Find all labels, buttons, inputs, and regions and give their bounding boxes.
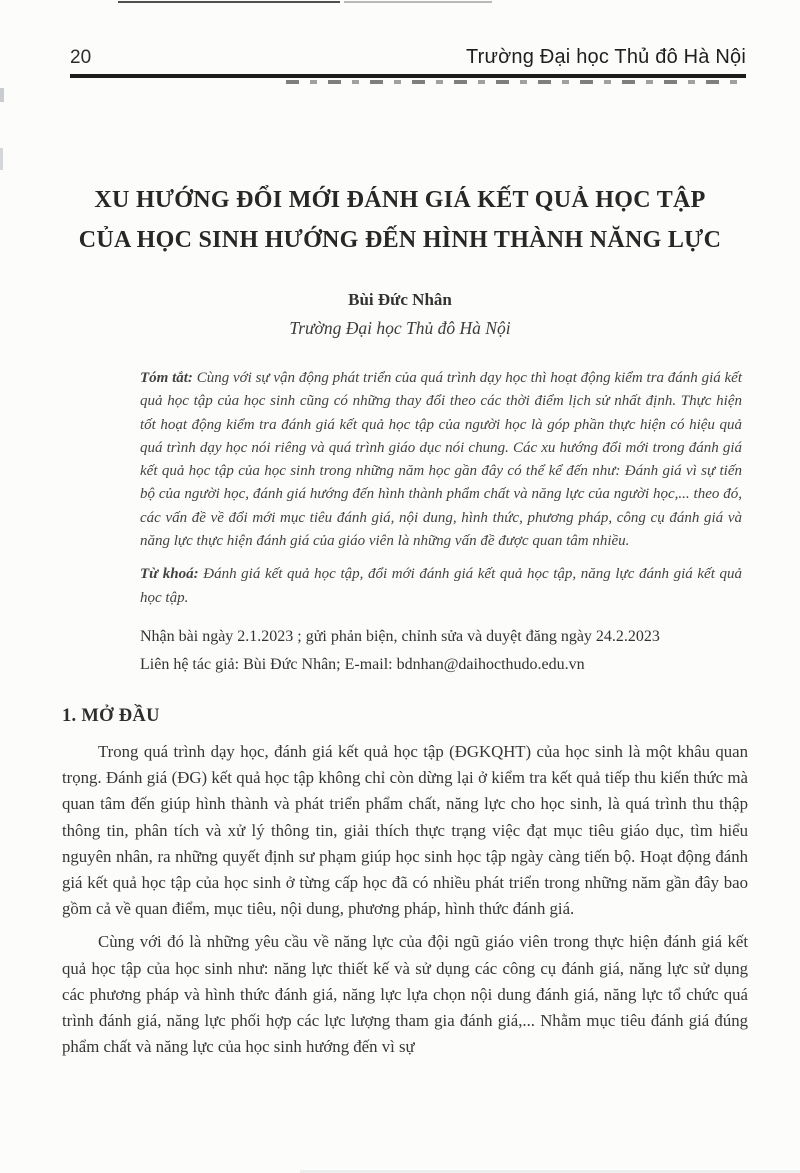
abstract-text: Cùng với sự vận động phát triển của quá trình dạy học thì hoạt động kiểm tra đánh giá kết quả học tập của học sinh cũng có những thay đổi theo các thời điểm lịch sử nhất định. Thực hiện tốt hoạt động kiểm tra đánh giá kết quả học tập của người học là góp phần thực hiện có hiệu quả quá trình dạy học nói riêng và quá trình giáo dục nói chung. Các xu hướng đổi mới trong đánh giá kết quả học tập của học sinh trong những năm học gần đây có thể kể đến như: Đánh giá vì sự tiến bộ của người học, đánh giá hướng đến hình thành phẩm chất và năng lực của người học,... theo đó, các vấn đề về đổi mới mục tiêu đánh giá, nội dung, hình thức, phương pháp, công cụ đánh giá và năng lực thực hiện đánh giá của giáo viên là những vấn đề được quan tâm nhiều. bbox=[140, 370, 742, 550]
scan-artifact-top-line-faint bbox=[344, 1, 492, 3]
page-number: 20 bbox=[70, 47, 92, 68]
author-name: Bùi Đức Nhân bbox=[348, 290, 452, 309]
section-1-heading: 1. MỞ ĐẦU bbox=[62, 705, 160, 726]
contact-line: Liên hệ tác giả: Bùi Đức Nhân; E-mail: bdnhan@daihocthudo.edu.vn bbox=[140, 655, 585, 673]
article-meta bbox=[140, 628, 742, 674]
keywords-label: Từ khoá: bbox=[140, 566, 199, 583]
running-header bbox=[70, 46, 746, 78]
abstract-paragraph bbox=[140, 367, 742, 553]
scan-artifact-top-line bbox=[118, 1, 340, 3]
scan-artifact-left-smudge bbox=[0, 148, 3, 170]
keywords-text: Đánh giá kết quả học tập, đổi mới đánh giá kết quả học tập, năng lực đánh giá kết quả học tập. bbox=[140, 566, 742, 606]
section-1-paragraph-1: Trong quá trình dạy học, đánh giá kết quả học tập (ĐGKQHT) của học sinh là một khâu quan trọng. Đánh giá (ĐG) kết quả học tập không chỉ còn dừng lại ở kiểm tra kết quả tiếp thu kiến thức mà quan tâm đến giúp hình thành và phát triển phẩm chất, năng lực cho học sinh, là quá trình thu thập thông tin, phân tích và xử lý thông tin, giải thích thực trạng việc đạt mục tiêu giáo dục, tìm hiểu nguyên nhân, ra những quyết định sư phạm giúp học sinh học tập ngày càng tiến bộ. Hoạt động đánh giá kết quả học tập của học sinh ở từng cấp học đã có nhiều phát triển trong những năm gần đây bao gồm cả về quan điểm, mục tiêu, nội dung, phương pháp, hình thức đánh giá. bbox=[62, 741, 748, 919]
scan-artifact-rule-dashes bbox=[286, 80, 742, 84]
author-affiliation: Trường Đại học Thủ đô Hà Nội bbox=[289, 318, 511, 338]
abstract-label: Tóm tắt: bbox=[140, 370, 193, 386]
journal-name: Trường Đại học Thủ đô Hà Nội bbox=[465, 46, 746, 68]
section-1-paragraph-2: Cùng với đó là những yêu cầu về năng lực của đội ngũ giáo viên trong thực hiện đánh giá kết quả học tập của học sinh như: năng lực thiết kế và sử dụng các công cụ đánh giá, năng lực sử dụng các phương pháp và hình thức đánh giá, năng lực lựa chọn nội dung đánh giá, năng lực tổ chức quá trình đánh giá, năng lực phối hợp các lực lượng tham gia đánh giá,... Nhằm mục tiêu đánh giá đúng phẩm chất và năng lực của học sinh hướng đến vì sự bbox=[62, 932, 748, 1057]
article-title bbox=[60, 180, 740, 260]
article-title-line-1: XU HƯỚNG ĐỔI MỚI ĐÁNH GIÁ KẾT QUẢ HỌC TẬP bbox=[94, 187, 706, 213]
scan-artifact-left-smudge bbox=[0, 88, 4, 102]
article-title-line-2: CỦA HỌC SINH HƯỚNG ĐẾN HÌNH THÀNH NĂNG LỰC bbox=[78, 227, 722, 253]
keywords-paragraph bbox=[140, 563, 742, 610]
received-line: Nhận bài ngày 2.1.2023 ; gửi phản biện, chỉnh sửa và duyệt đăng ngày 24.2.2023 bbox=[140, 627, 660, 645]
